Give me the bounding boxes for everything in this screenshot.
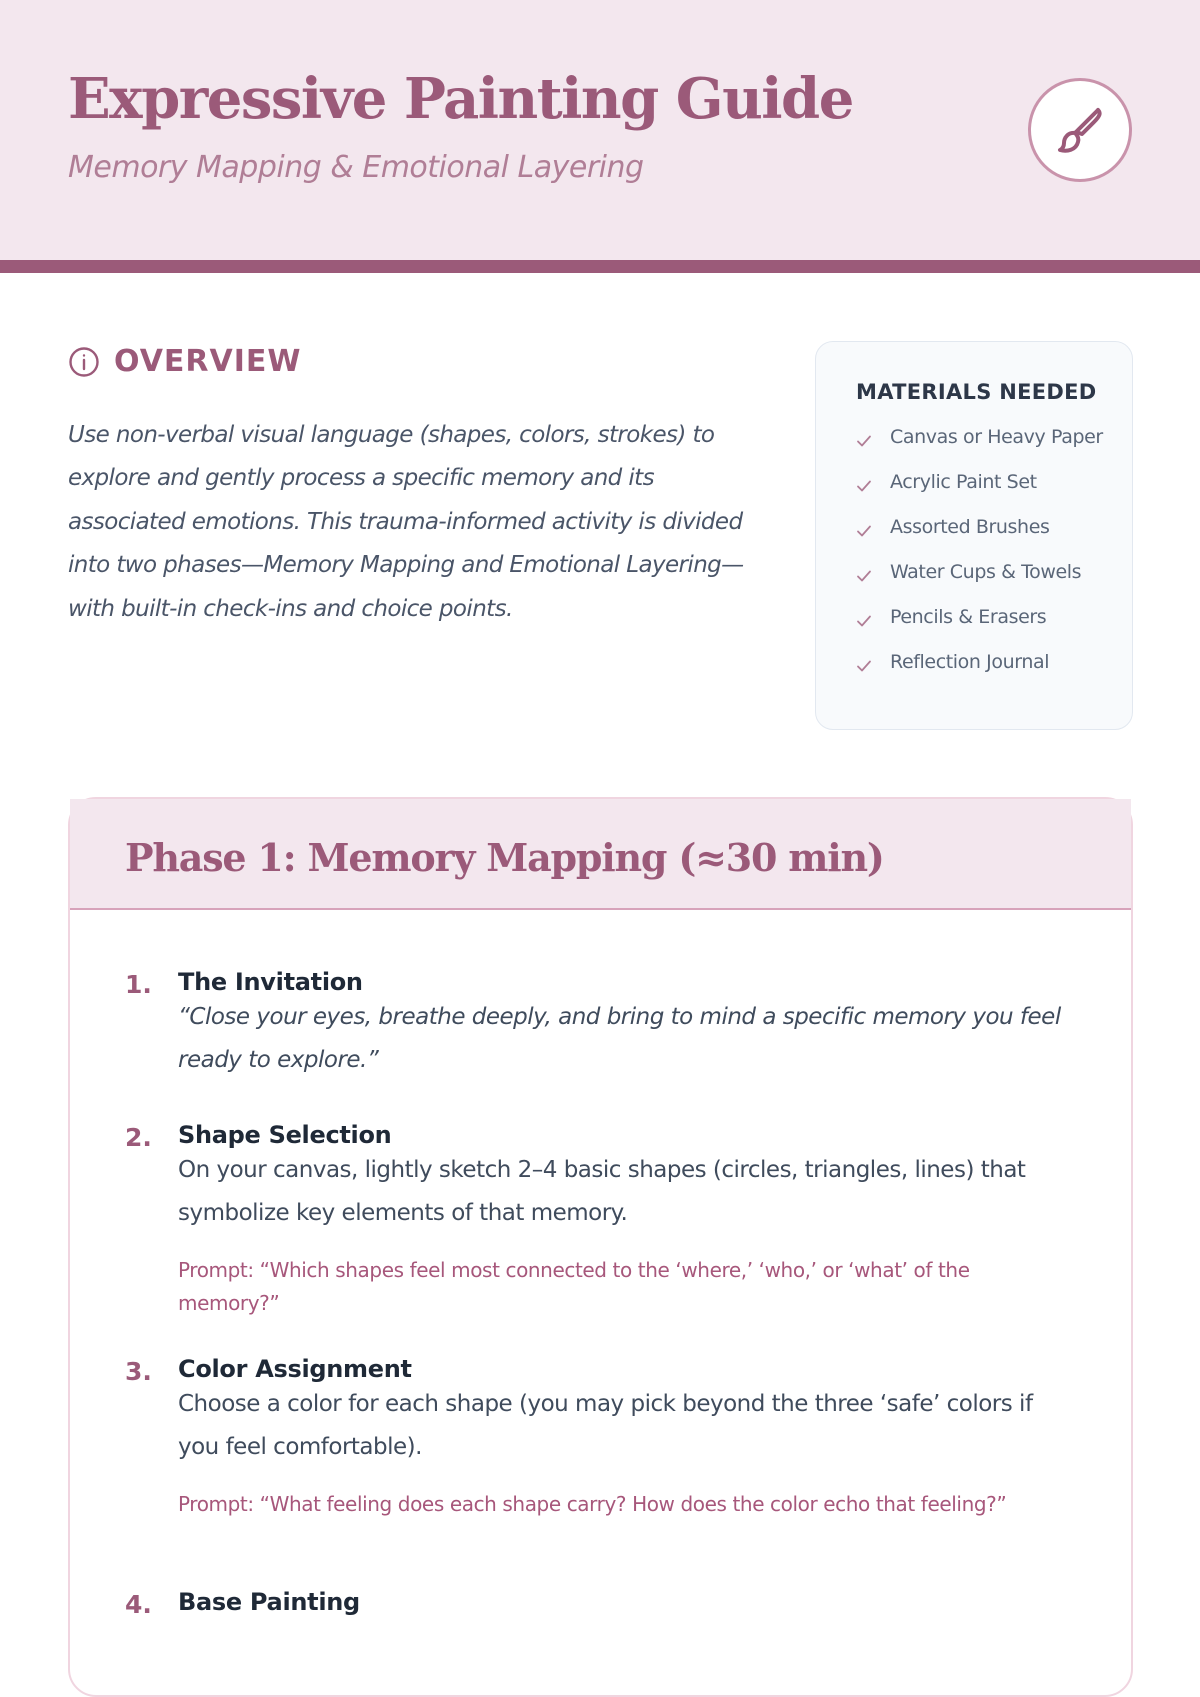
materials-heading: MATERIALS NEEDED (856, 380, 1097, 404)
materials-item-label: Reflection Journal (890, 651, 1050, 673)
overview-text: Use non-verbal visual language (shapes, colors, strokes) to explore and gently process a specific memory and its associated emotions. This trauma-informed activity is divided into two phases—Memory Mapping and Emotional Layering—with built-in check-ins and choice points. (68, 422, 744, 622)
step-prompt: Prompt: “Which shapes feel most connected to the ‘where,’ ‘who,’ or ‘what’ of the memory?” (178, 1258, 970, 1315)
materials-item (856, 649, 1106, 681)
materials-item (856, 604, 1106, 636)
check-icon (856, 559, 890, 591)
materials-item-label: Canvas or Heavy Paper (890, 426, 1103, 448)
paintbrush-badge (1028, 78, 1132, 182)
materials-item (856, 514, 1106, 546)
materials-item (856, 469, 1106, 501)
materials-item-label: Acrylic Paint Set (890, 471, 1037, 493)
step-number: 3. (125, 1357, 152, 1386)
materials-item-label: Water Cups & Towels (890, 561, 1082, 583)
step-title: Color Assignment (178, 1355, 412, 1383)
materials-item (856, 559, 1106, 591)
page-header (0, 0, 1200, 260)
paintbrush-icon (1054, 104, 1106, 156)
page-subtitle: Memory Mapping & Emotional Layering (68, 150, 644, 185)
step-number: 2. (125, 1123, 152, 1152)
phase-1-header (70, 799, 1131, 910)
check-icon (856, 604, 890, 636)
step-prompt: Prompt: “What feeling does each shape carry? How does the color echo that feeling?” (178, 1492, 1007, 1516)
check-icon (856, 469, 890, 501)
phase-1-title: Phase 1: Memory Mapping (≈30 min) (125, 835, 884, 880)
overview-heading (68, 344, 301, 379)
materials-item-label: Assorted Brushes (890, 516, 1050, 538)
check-icon (856, 424, 890, 456)
materials-item-label: Pencils & Erasers (890, 606, 1047, 628)
step-body: On your canvas, lightly sketch 2–4 basic shapes (circles, triangles, lines) that symbolize key elements of that memory. (178, 1157, 1026, 1227)
step-body: Choose a color for each shape (you may pick beyond the three ‘safe’ colors if you feel comfortable). (178, 1391, 1033, 1461)
materials-item (856, 424, 1106, 456)
step-title: Base Painting (178, 1588, 360, 1616)
materials-list (856, 424, 1106, 681)
step-number: 4. (125, 1590, 152, 1619)
page-title: Expressive Painting Guide (68, 66, 853, 132)
overview-heading-label: OVERVIEW (114, 344, 302, 379)
info-icon (68, 346, 100, 378)
check-icon (856, 649, 890, 681)
step-number: 1. (125, 970, 152, 999)
check-icon (856, 514, 890, 546)
phase-1-card (68, 797, 1133, 1697)
step-body: “Close your eyes, breathe deeply, and bring to mind a specific memory you feel ready to explore.” (178, 1004, 1061, 1074)
materials-panel (815, 341, 1133, 730)
header-divider (0, 260, 1200, 273)
step-title: Shape Selection (178, 1121, 392, 1149)
step-title: The Invitation (178, 968, 363, 996)
